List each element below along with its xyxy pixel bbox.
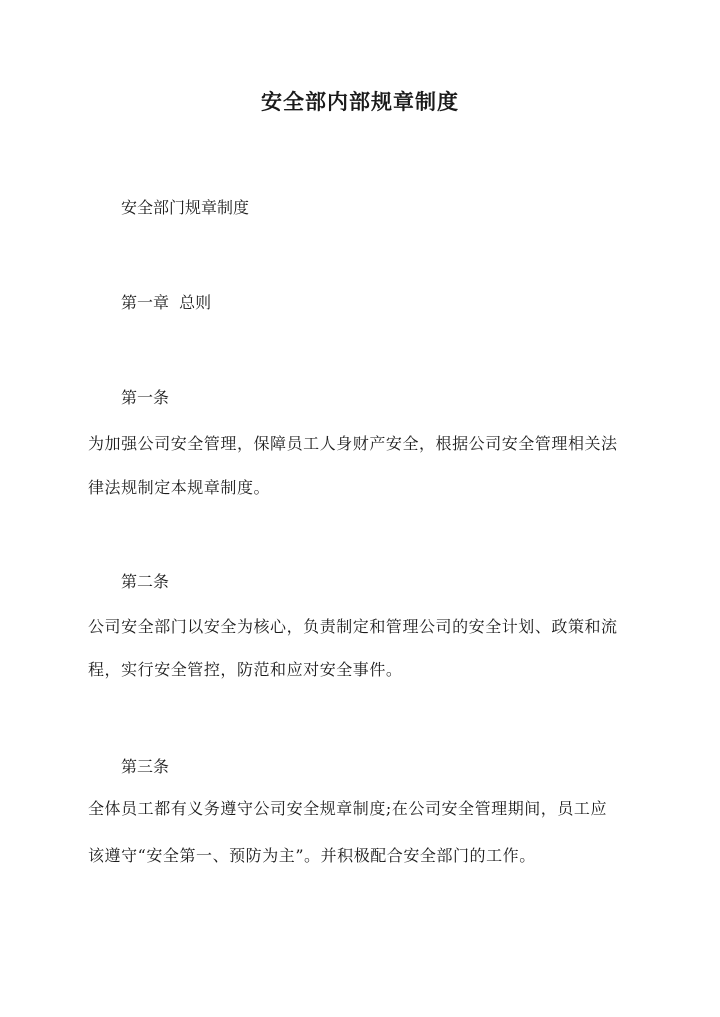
article-3-line-1: 全体员工都有义务遵守公司安全规章制度;在公司安全管理期间，员工应 xyxy=(88,799,607,818)
article-2-line-1: 公司安全部门以安全为核心，负责制定和管理公司的安全计划、政策和流 xyxy=(88,617,618,636)
article-2-heading: 第二条 xyxy=(121,572,170,591)
article-1-heading: 第一条 xyxy=(121,388,170,407)
article-2-line-2: 程，实行安全管控，防范和应对安全事件。 xyxy=(88,660,403,679)
article-1-line-2: 律法规制定本规章制度。 xyxy=(88,478,271,497)
article-3-line-2: 该遵守“安全第一、预防为主”。并积极配合安全部门的工作。 xyxy=(88,846,536,865)
chapter-heading: 第一章 总则 xyxy=(121,293,212,312)
article-3-heading: 第三条 xyxy=(121,757,170,776)
document-title: 安全部内部规章制度 xyxy=(261,89,459,114)
article-1-line-1: 为加强公司安全管理，保障员工人身财产安全，根据公司安全管理相关法 xyxy=(88,434,618,453)
section-subtitle: 安全部门规章制度 xyxy=(121,198,250,217)
